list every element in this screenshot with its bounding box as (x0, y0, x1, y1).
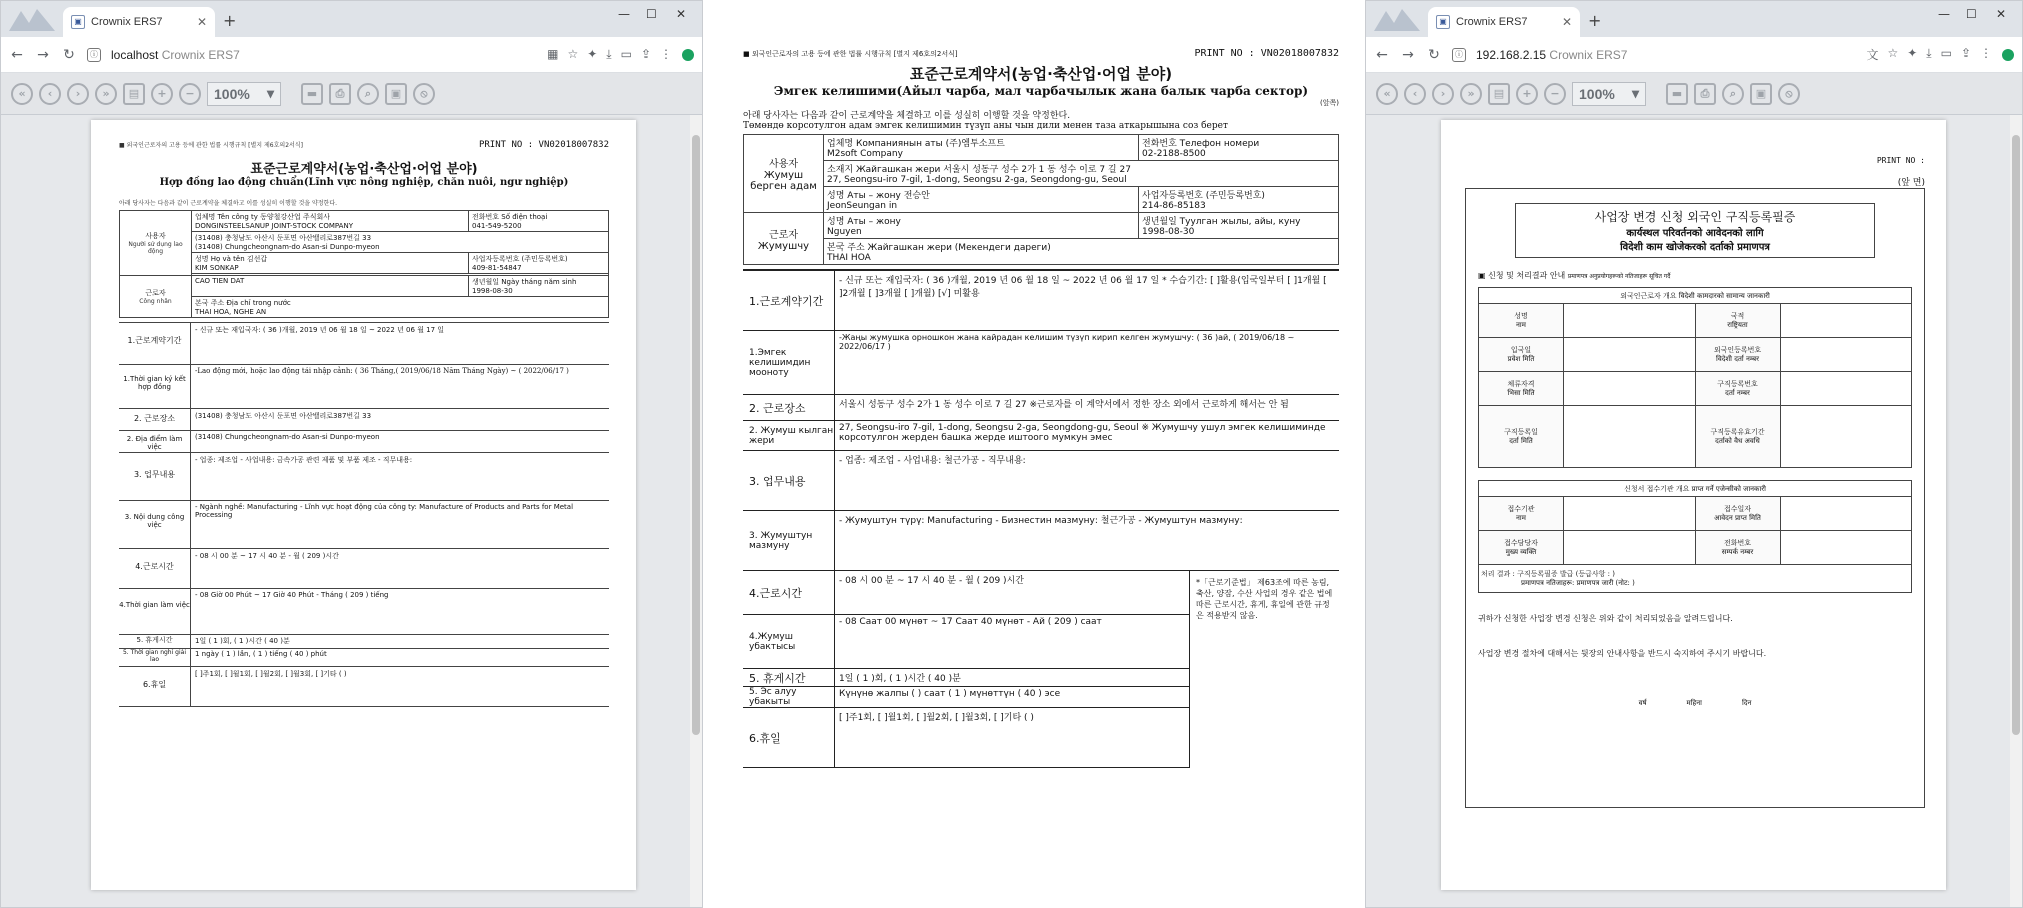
zoom-in-icon[interactable]: + (151, 83, 173, 105)
company-label: 업체명 Tên công ty (195, 213, 258, 221)
section-text: -Lao động mới, hoặc lao động tái nhập cảnh: ( 36 Tháng,( 2019/06/18 Năm Tháng Ngày) ~ ( 2022/06/17 ) (195, 367, 569, 375)
phone-value: 02-2188-8500 (1142, 149, 1206, 159)
section-label: 6.휴일 (119, 667, 191, 706)
close-window-icon[interactable]: ✕ (676, 7, 687, 21)
result-text: 처리 결과 : 구직등록필증 발급 (등급사항 : ) (1481, 570, 1615, 578)
section-title: 신청서 접수기관 개요 (1624, 484, 1690, 493)
cast-icon[interactable]: ▭ (620, 47, 632, 61)
chevron-down-icon: ▾ (266, 85, 274, 101)
minimize-icon[interactable]: — (618, 7, 630, 21)
profile-avatar[interactable] (682, 49, 694, 61)
field-label: 체류자격 (1507, 380, 1535, 388)
phone-label: 전화번호 Телефон номери (1142, 139, 1260, 149)
report-toolbar (1366, 73, 2022, 115)
section-label: 2. 근로장소 (119, 409, 191, 430)
field-label: 전화번호 (1723, 539, 1752, 547)
save-icon[interactable]: ▬ (301, 83, 323, 105)
worker-address: THAI HOA, NGHE AN (195, 308, 267, 316)
close-tab-icon[interactable]: ✕ (196, 15, 207, 29)
translate-icon[interactable]: 文 (1866, 48, 1879, 62)
browser-window-left (0, 0, 703, 908)
section-title-np: प्राप्त गर्ने एजेन्सीको जानकारी (1691, 484, 1766, 493)
site-info-icon[interactable]: ⓘ (87, 48, 101, 62)
company-name-en: DONGINSTEELSANUP JOINT-STOCK COMPANY (195, 222, 353, 230)
biz-no: 409-81-54847 (472, 264, 522, 272)
section-label: 3. 업무내용 (743, 451, 835, 510)
biz-no: 214-86-85183 (1142, 201, 1206, 211)
close-tab-icon[interactable]: ✕ (1561, 15, 1572, 29)
employer-label-ky: Жумуш берген адам (750, 170, 817, 192)
address-ko: (31408) 충청남도 아산시 둔포면 아산밸리로387번길 33 (195, 234, 372, 242)
doc-title-ko: 표준근로계약서(농업·축산업·어업 분야) (250, 162, 478, 177)
section-text: -Жаңы жумушка орношкон жана кайрадан келишим түзүп кирип келген жумушчу: ( 36 )ай, ( 2019/06/18 ~ 2022/06/17 ) (839, 333, 1295, 351)
tab-crownix[interactable] (63, 7, 215, 37)
info-icon[interactable]: ▣ (385, 83, 407, 105)
tab-title: Crownix ERS7 (1456, 16, 1528, 28)
bookmark-icon[interactable]: ☆ (1887, 46, 1899, 60)
section-label: 5. Thời gian nghỉ giải lao (119, 649, 191, 666)
intro-text: 아래 당사자는 다음과 같이 근로계약을 체결하고 이를 성실히 이행할 것을 약정한다. (119, 200, 338, 207)
back-icon[interactable]: ← (11, 46, 23, 63)
forward-icon[interactable]: → (37, 46, 49, 63)
next-page-icon[interactable]: › (67, 83, 89, 105)
doc-title-ko: 표준근로계약서(농업·축산업·어업 분야) (909, 65, 1173, 83)
address-ko: 서울시 성동구 성수 2가 1 동 성수 이로 7 길 27 (943, 165, 1131, 175)
menu-icon[interactable]: ⋮ (1980, 46, 1992, 60)
doc-title-ky: Эмгек келишими(Айыл чарба, мал чарбачылык жана балык чарба сектор) (773, 84, 1309, 98)
field-label: 구직등록유효기간 (1710, 428, 1765, 436)
cert-title-np-2: विदेशी काम खोजेकरको दर्ताको प्रमाणपत्र (1620, 242, 1770, 253)
section-text: - 08 시 00 분 ~ 17 시 40 분 - 월 ( 209 )시간 (195, 552, 339, 560)
worker-info-table (1478, 287, 1912, 468)
report-page (91, 120, 636, 890)
url-title: Crownix ERS7 (1549, 47, 1628, 62)
field-label-np: दर्ताको वैध अवधि (1715, 437, 1760, 445)
report-viewer[interactable] (1, 115, 702, 907)
intro-ko: 아래 당사자는 다음과 같이 근로계약을 체결하고 이를 성실히 이행할 것을 약정한다. (743, 111, 1071, 121)
section-label: 2. 근로장소 (743, 395, 835, 420)
address-bar[interactable] (1476, 48, 1856, 62)
side-note-hours: *「근로기준법」 제63조에 따른 농림, 축산, 양잠, 수산 사업의 경우 같은 법에 따른 근로시간, 휴게, 휴일에 관한 규정은 적용받지 않음. (1189, 571, 1339, 768)
print-number: PRINT NO : VN02018007832 (478, 140, 609, 150)
field-label: 외국인등록번호 (1713, 346, 1762, 354)
tab-crownix[interactable] (1428, 7, 1580, 37)
page-favicon-icon: ▣ (1436, 15, 1450, 29)
vertical-scrollbar[interactable] (2010, 115, 2022, 907)
field-label-np: विदेशी दर्ता नम्बर (1716, 355, 1759, 363)
apps-icon[interactable]: ▦ (547, 47, 559, 61)
exit-icon[interactable]: ⦸ (1778, 83, 1800, 105)
prev-page-icon[interactable]: ‹ (1404, 83, 1426, 105)
result-notice-label-np: प्रमाणपत्र अनुप्रयोगहरूको नतिजाहरू सूचित गर्दै (1567, 273, 1671, 280)
next-page-icon[interactable]: › (1432, 83, 1454, 105)
new-tab-button[interactable]: + (1588, 11, 1602, 30)
section-text: - Ngành nghề: Manufacturing - Lĩnh vực hoạt động của công ty: Manufacture of Products and Parts for Metal Processing (195, 503, 574, 519)
section-label: 2. Жумуш кылган жери (743, 421, 835, 450)
profile-avatar[interactable] (2002, 49, 2014, 61)
section-title-np: विदेशी कामदारको सामान्य जानकारी (1678, 291, 1770, 300)
share-icon[interactable]: ⇪ (640, 47, 651, 61)
extensions-icon[interactable]: ✦ (1907, 46, 1918, 60)
zoom-out-icon[interactable]: − (1544, 83, 1566, 105)
rep-name-en: JeonSeungan in (827, 201, 898, 211)
worker-address: THAI HOA (827, 253, 871, 263)
url-host: 192.168.2.15 (1476, 47, 1547, 62)
form-header-note: ■ 외국인근로자의 고용 등에 관한 법률 시행규칙 [별지 제6호의2서식] (743, 49, 958, 58)
first-page-icon[interactable]: « (11, 83, 33, 105)
worker-label: 근로자 (145, 289, 166, 297)
exit-icon[interactable]: ⦸ (413, 83, 435, 105)
section-text: - 신규 또는 재입국자: ( 36 )개월, 2019 년 06 월 18 일 ~ 2022 년 06 월 17 일 * 수습기간: [ ]활용(입국일부터 [ ]1개월 [ ]2개월 [ ]3개월 [ ]개월) [√] 미활용 (839, 276, 1327, 299)
field-label-np: आवेदन प्राप्त मिति (1714, 514, 1761, 522)
field-label: 성명 (1514, 312, 1528, 320)
report-toolbar (1, 73, 702, 115)
maximize-icon[interactable]: ☐ (1966, 7, 1977, 21)
zoom-value: 100% (1579, 85, 1615, 102)
company-name-en: M2soft Company (827, 149, 903, 159)
field-label-np: नाम (1516, 514, 1526, 522)
cert-title-np-1: कार्यस्थल परिवर्तनको आवेदनको लागि (1626, 228, 1764, 239)
section-text: Күнүнө жалпы ( ) саат ( 1 ) мүнөттүн ( 40 ) эсе (839, 689, 1061, 699)
section-label: 1.Эмгек келишимдин мооноту (743, 331, 835, 394)
field-label-np: प्रवेश मिति (1507, 355, 1535, 363)
address-en: (31408) Chungcheongnam-do Asan-si Dunpo-myeon (195, 243, 380, 251)
intro-ky: Төмөндө корсотулгон адам эмгек келишимин түзүп аны чын дили менен таза аткарышына соз берет (743, 121, 1228, 131)
worker-address-label: 본국 주소 Địa chỉ trong nước (195, 299, 291, 307)
bookmark-icon[interactable]: ☆ (567, 47, 579, 61)
tab-title: Crownix ERS7 (91, 16, 163, 28)
section-text: 27, Seongsu-iro 7-gil, 1-dong, Seongsu 2-ga, Seongdong-gu, Seoul ※ Жумушчу ушул эмгек келишиминде корсотулгон жерден башка жерде иштоого мумкун эмес (839, 423, 1326, 443)
section-title: 외국인근로자 개요 (1620, 291, 1677, 300)
result-notice-label: ▣ 신청 및 처리결과 안내 (1478, 271, 1566, 280)
field-label-np: भिसा मिति (1507, 389, 1535, 397)
report-page (1441, 120, 1946, 890)
section-text: - 08 Саат 00 мүнөт ~ 17 Саат 40 мүнөт - Ай ( 209 ) саат (839, 617, 1102, 627)
document-ky (703, 0, 1365, 908)
section-label: 1.근로계약기간 (119, 323, 191, 364)
date-year-label: वर्ष (1638, 699, 1647, 707)
rep-name: 전승안 (903, 191, 930, 201)
section-text: 1일 ( 1 )회, ( 1 )시간 ( 40 )분 (195, 637, 290, 645)
zoom-select[interactable] (207, 82, 281, 106)
party-table (119, 210, 609, 318)
nav-bar (1366, 37, 2022, 73)
vertical-scrollbar[interactable] (690, 115, 702, 907)
last-page-icon[interactable]: » (95, 83, 117, 105)
menu-icon[interactable]: ⋮ (660, 47, 672, 61)
worker-name: Nguyen (827, 227, 862, 237)
field-label: 접수담당자 (1504, 539, 1538, 547)
cast-icon[interactable]: ▭ (1940, 46, 1952, 60)
employer-label-vn: Người sử dụng lao động (128, 241, 183, 255)
date-month-label: महिना (1686, 699, 1702, 707)
print-number: PRINT NO : VN02018007832 (1194, 48, 1339, 59)
form-header-note: ■ 외국인근로자의 고용 등에 관한 법률 시행규칙 [별지 제6호의2서식] (119, 142, 303, 149)
section-label: 4.Жумуш убактысы (743, 615, 835, 668)
rep-label: 성명 Аты – жону (827, 191, 901, 201)
print-icon[interactable]: ⎙ (329, 83, 351, 105)
worker-label: 근로자 (769, 229, 798, 241)
address-bar[interactable] (111, 48, 537, 62)
section-label: 4.근로시간 (119, 549, 191, 588)
tab-strip (1366, 1, 2022, 37)
new-tab-button[interactable]: + (223, 11, 237, 30)
browser-logo-icon (7, 5, 57, 33)
body-text-2: 사업장 변경 절차에 대해서는 뒷장의 안내사항을 반드시 숙지하여 주시기 바랍니다. (1478, 649, 1767, 658)
section-label: 3. 업무내용 (119, 453, 191, 500)
print-number: PRINT NO : (1876, 156, 1925, 165)
agency-info-table (1478, 480, 1912, 593)
section-text: 1 ngày ( 1 ) lần, ( 1 ) tiếng ( 40 ) phút (195, 650, 327, 658)
address-label: 소재지 Жайгашкан жери (827, 165, 941, 175)
field-label: 접수기관 (1507, 505, 1535, 513)
field-label: 접수일자 (1723, 505, 1752, 513)
zoom-select[interactable] (1572, 82, 1646, 106)
cert-title-ko: 사업장 변경 신청 외국인 구직등록필증 (1594, 210, 1796, 224)
section-label: 3. Nội dung công việc (119, 501, 191, 548)
zoom-in-icon[interactable]: + (1516, 83, 1538, 105)
field-label-np: मुख्य व्यक्ति (1505, 548, 1537, 556)
section-text: (31408) Chungcheongnam-do Asan-si Dunpo-myeon (195, 433, 380, 441)
biz-no-label: 사업자등록번호 (주민등록번호) (1142, 191, 1265, 201)
last-page-icon[interactable]: » (1460, 83, 1482, 105)
field-label: 구직등록일 (1504, 428, 1538, 436)
search-icon[interactable]: ⌕ (357, 83, 379, 105)
url-host: localhost (111, 47, 159, 62)
prev-page-icon[interactable]: ‹ (39, 83, 61, 105)
company-label: 업체명 Компаниянын аты (827, 139, 943, 149)
side-note: (앞쪽) (1320, 99, 1339, 107)
section-label: 5. 휴게시간 (743, 669, 835, 686)
worker-label-ky: Жумушчу (757, 240, 810, 252)
first-page-icon[interactable]: « (1376, 83, 1398, 105)
download-icon[interactable]: ⤓ (606, 47, 612, 61)
page-view-icon[interactable]: ▤ (123, 83, 145, 105)
reload-icon[interactable]: ↻ (63, 46, 75, 63)
search-icon[interactable]: ⌕ (1722, 83, 1744, 105)
phone-value: 041-549-5200 (472, 222, 522, 230)
section-text: - 업종: 제조업 - 사업내용: 철근가공 - 직무내용: (839, 456, 1026, 466)
section-text: - 08 Giờ 00 Phút ~ 17 Giờ 40 Phút - Tháng ( 209 ) tiếng (195, 591, 389, 599)
zoom-out-icon[interactable]: − (179, 83, 201, 105)
field-label-np: राष्ट्रियता (1727, 321, 1748, 329)
worker-address-label: 본국 주소 Жайгашкан жери (Мекендеги дареги) (827, 243, 1051, 253)
company-name: (주)엠투소프트 (945, 139, 1005, 149)
page-favicon-icon: ▣ (71, 15, 85, 29)
employer-label: 사용자 (145, 232, 166, 240)
section-text: (31408) 충청남도 아산시 둔포면 아산밸리로387번길 33 (195, 412, 372, 420)
maximize-icon[interactable]: ☐ (646, 7, 657, 21)
section-label: 6.휴일 (743, 708, 835, 767)
section-text: 서울시 성동구 성수 2가 1 동 성수 이로 7 길 27 ※근로자를 이 계약서에서 정한 장소 외에서 근로하게 해서는 안 됨 (839, 400, 1289, 410)
section-text: - 신규 또는 재입국자: ( 36 )개월, 2019 년 06 월 18 일 ~ 2022 년 06 월 17 일 (195, 326, 445, 334)
zoom-value: 100% (214, 85, 250, 102)
section-label: 2. Địa điểm làm việc (119, 431, 191, 452)
dob-label: 생년월일 Ngày tháng năm sinh (472, 278, 577, 286)
info-icon[interactable]: ▣ (1750, 83, 1772, 105)
reload-icon[interactable]: ↻ (1428, 46, 1440, 63)
company-name: 동양철강산업 주식회사 (260, 213, 330, 221)
phone-label: 전화번호 Số điện thoại (472, 213, 548, 221)
rep-name-en: KIM SONKAP (195, 264, 239, 272)
close-window-icon[interactable]: ✕ (1996, 7, 2007, 21)
section-label: 3. Жумуштун мазмуну (743, 511, 835, 570)
report-viewer[interactable] (1366, 115, 2022, 907)
browser-logo-icon (1372, 5, 1422, 33)
tab-strip (1, 1, 702, 37)
section-text: - 업종: 제조업 - 사업내용: 금속가공 관련 제품 및 부품 제조 - 직무내용: (195, 456, 413, 464)
address-en: 27, Seongsu-iro 7-gil, 1-dong, Seongsu 2-ga, Seongdong-gu, Seoul (827, 175, 1127, 185)
section-text: - Жумуштун түрү: Manufacturing - Бизнестин мазмуну: 철근가공 - Жумуштун мазмуну: (839, 516, 1243, 526)
field-label-np: नाम (1516, 321, 1526, 329)
section-label: 5. Эс алуу убакыты (743, 687, 835, 707)
minimize-icon[interactable]: — (1938, 7, 1950, 21)
certificate-frame (1465, 188, 1925, 808)
section-label: 5. 휴게시간 (119, 635, 191, 648)
contract-sections (743, 269, 1339, 768)
field-label-np: दर्ता नम्बर (1725, 389, 1750, 397)
share-icon[interactable]: ⇪ (1960, 46, 1971, 60)
section-label: 4.Thời gian làm việc (119, 589, 191, 634)
forward-icon[interactable]: → (1402, 46, 1414, 63)
employer-label: 사용자 (769, 159, 798, 170)
dob-label: 생년월일 Туулган жылы, айы, куну (1142, 217, 1301, 227)
nav-bar (1, 37, 702, 73)
contract-sections (119, 322, 609, 707)
field-label: 국적 (1730, 312, 1745, 320)
save-icon[interactable]: ▬ (1666, 83, 1688, 105)
side-note: (앞 면) (1897, 178, 1925, 188)
worker-name-label: 성명 Аты – жону (827, 217, 901, 227)
page-view-icon[interactable]: ▤ (1488, 83, 1510, 105)
download-icon[interactable]: ⤓ (1926, 46, 1932, 60)
browser-window-right (1365, 0, 2023, 908)
rep-name: 김선갑 (246, 255, 268, 263)
field-label: 입국일 (1510, 346, 1532, 354)
body-text-1: 귀하가 신청한 사업장 변경 신청은 위와 같이 처리되었음을 알려드립니다. (1478, 614, 1733, 623)
worker-label-vn: Công nhân (139, 298, 172, 305)
section-label: 1.Thời gian ký kết hợp đồng (119, 365, 191, 408)
field-label: 구직등록번호 (1717, 380, 1758, 388)
section-text: [ ]주1회, [ ]월1회, [ ]월2회, [ ]월3회, [ ]기타 ( ) (195, 670, 347, 678)
section-text: 1일 ( 1 )회, ( 1 )시간 ( 40 )분 (839, 674, 961, 684)
rep-label: 성명 Họ và tên (195, 255, 245, 263)
back-icon[interactable]: ← (1376, 46, 1388, 63)
party-table (743, 134, 1339, 265)
section-text: - 08 시 00 분 ~ 17 시 40 분 - 월 ( 209 )시간 (839, 576, 1024, 586)
site-info-icon[interactable]: ⓘ (1452, 48, 1466, 62)
dob-value: 1998-08-30 (1142, 227, 1195, 237)
doc-title-vn: Hợp đồng lao động chuẩn(Lĩnh vực nông nghiệp, chăn nuôi, ngư nghiệp) (159, 177, 569, 188)
section-label: 4.근로시간 (743, 571, 835, 614)
chevron-down-icon: ▾ (1631, 85, 1639, 101)
worker-name: CAO TIEN DAT (195, 277, 245, 285)
field-label-np: दर्ता मिति (1509, 437, 1533, 445)
dob-value: 1998-08-30 (472, 287, 513, 295)
url-title: Crownix ERS7 (161, 47, 240, 62)
print-icon[interactable]: ⎙ (1694, 83, 1716, 105)
section-text: [ ]주1회, [ ]월1회, [ ]월2회, [ ]월3회, [ ]기타 ( ) (839, 713, 1034, 723)
section-label: 1.근로계약기간 (743, 271, 835, 330)
date-day-label: दिन (1741, 699, 1752, 707)
result-text-np: प्रमाणपत्र नतिजाहरू: प्रमाणपत्र जारी (नोट: ) (1521, 579, 1635, 587)
extensions-icon[interactable]: ✦ (587, 47, 598, 61)
biz-no-label: 사업자등록번호 (주민등록번호) (472, 255, 568, 263)
field-label-np: सम्पर्क नम्बर (1721, 548, 1754, 556)
